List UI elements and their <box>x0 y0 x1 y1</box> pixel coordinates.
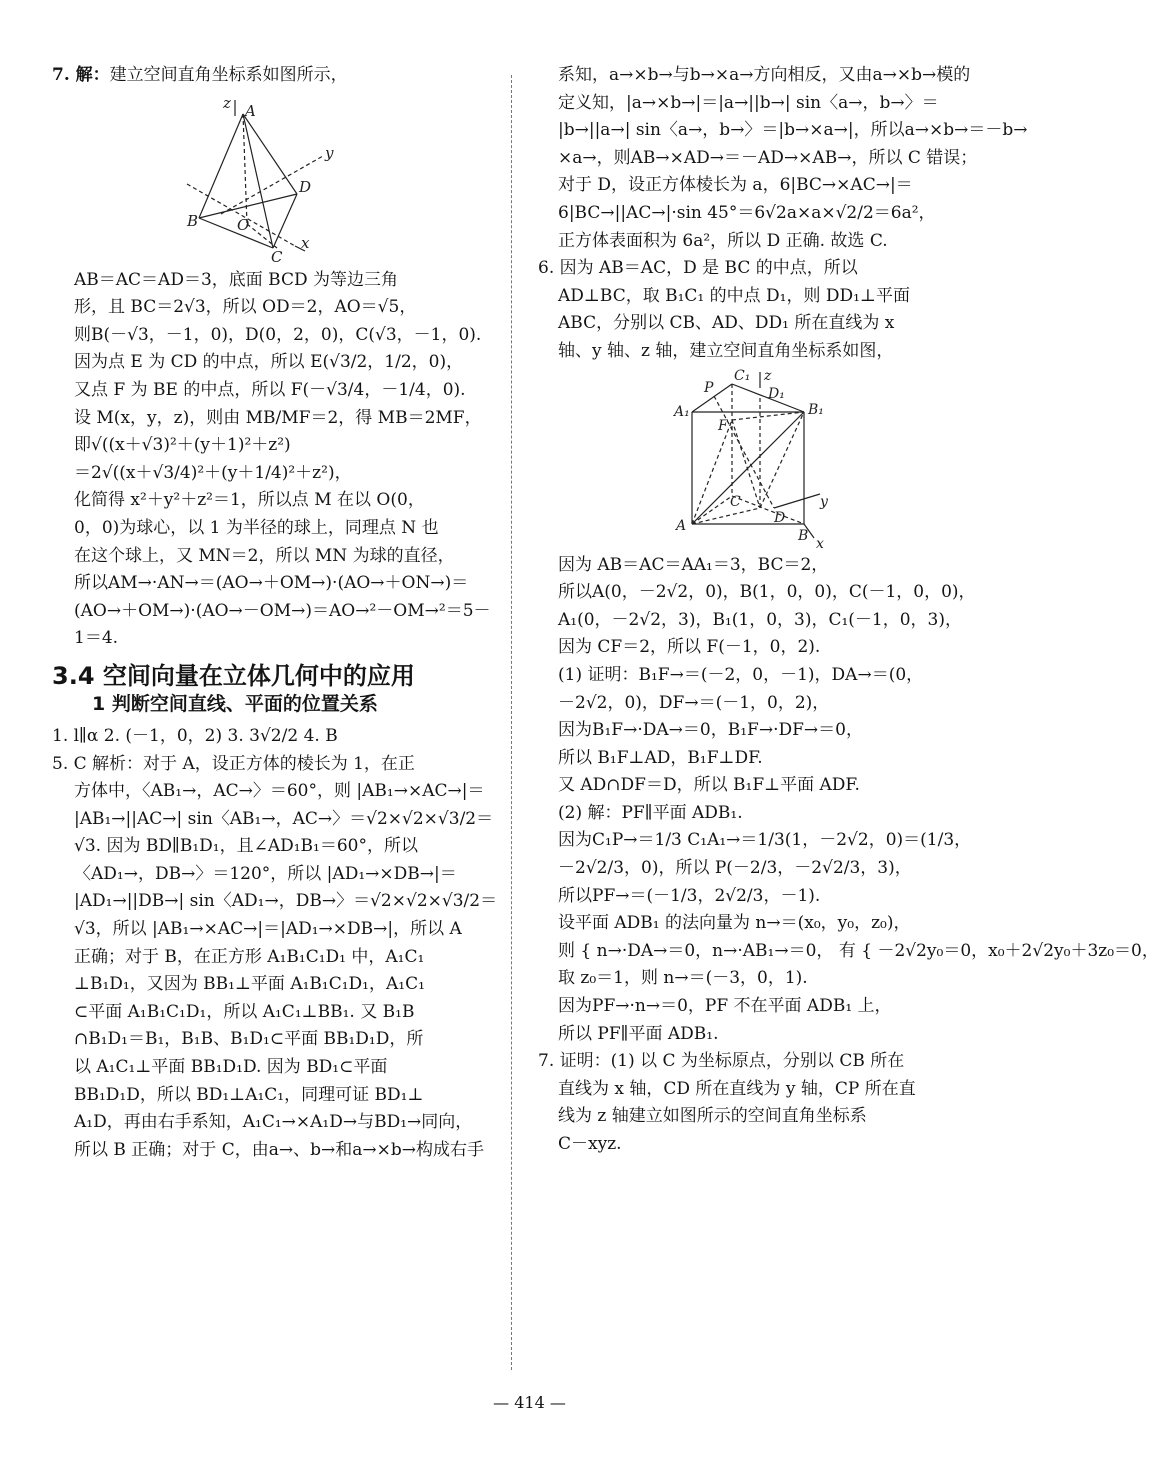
text-line: 轴、y 轴、z 轴，建立空间直角坐标系如图， <box>558 340 894 361</box>
text-line: C－xyz. <box>558 1134 622 1154</box>
fig1-label: x <box>301 233 310 252</box>
column-divider <box>511 75 512 1370</box>
text-line: 所以A(0，－2√2，0)，B(1，0，0)，C(－1，0，0)， <box>558 582 976 603</box>
problem-6-solution <box>538 552 1159 1049</box>
text-line: (2) 解：PF∥平面 ADB₁. <box>558 802 743 823</box>
text-line: ABC，分别以 CB、AD、DD₁ 所在直线为 x <box>558 313 895 334</box>
fig1-label: C <box>271 247 283 266</box>
text-line: 0，0)为球心，以 1 为半径的球上，同理点 N 也 <box>74 517 439 538</box>
text-line: 所以AM→·AN→＝(AO→＋OM→)·(AO→＋ON→)＝ <box>74 573 469 594</box>
fig1-label: A <box>245 101 256 120</box>
text-line: |b→||a→| sin〈a→，b→〉＝|b→×a→|，所以a→×b→＝－b→ <box>558 120 1028 141</box>
text-line: 直线为 x 轴，CD 所在直线为 y 轴，CP 所在直 <box>558 1078 916 1099</box>
text-line: 又 AD∩DF＝D，所以 B₁F⊥平面 ADF. <box>558 775 860 796</box>
prism-figure <box>674 368 834 550</box>
fig2-label: F <box>718 417 728 434</box>
fig2-label: A <box>676 517 687 534</box>
text-line: 形，且 BC＝2√3，所以 OD＝2，AO＝√5， <box>74 297 417 318</box>
text-line: 1＝4. <box>74 628 119 649</box>
fig2-label: C <box>730 493 741 510</box>
fig2-label: P <box>704 379 714 396</box>
tetrahedron-figure <box>187 93 347 266</box>
fig2-label: z <box>764 367 772 384</box>
text-line: 化简得 x²＋y²＋z²＝1，所以点 M 在以 O(0， <box>74 490 425 511</box>
text-line: AB＝AC＝AD＝3，底面 BCD 为等边三角 <box>74 269 399 290</box>
section-subtitle: 1 判断空间直线、平面的位置关系 <box>92 692 378 715</box>
text-line: |AD₁→||DB→| sin〈AD₁→，DB→〉＝√2×√2×√3/2＝ <box>74 891 498 912</box>
text-line: 所以 B 正确；对于 C，由a→、b→和a→×b→构成右手 <box>74 1139 484 1160</box>
text-line: 取 z₀＝1，则 n→＝(－3，0，1). <box>558 968 808 989</box>
fig2-label: C₁ <box>734 367 751 384</box>
fig2-label: A₁ <box>674 403 690 420</box>
fig1-label: B <box>187 211 199 230</box>
problem-5-continued <box>538 62 1028 255</box>
text-line: (AO→＋OM→)·(AO→－OM→)＝AO→²－OM→²＝5－ <box>74 600 491 621</box>
text-line: 6. 因为 AB＝AC，D 是 BC 的中点，所以 <box>538 258 858 279</box>
left-column <box>52 62 498 1164</box>
text-line: 方体中，〈AB₁→，AC→〉＝60°，则 |AB₁→×AC→|＝ <box>74 781 485 802</box>
fig2-label: B₁ <box>808 401 824 418</box>
problem-6-body <box>538 255 970 365</box>
text-line: 正确；对于 B，在正方形 A₁B₁C₁D₁ 中，A₁C₁ <box>74 946 425 967</box>
text-line: 正方体表面积为 6a²，所以 D 正确. 故选 C. <box>558 230 888 251</box>
text-line: 即√((x＋√3)²＋(y＋1)²＋z²) <box>74 435 291 456</box>
text-line: AD⊥BC，取 B₁C₁ 的中点 D₁，则 DD₁⊥平面 <box>558 285 910 306</box>
text-line: 线为 z 轴建立如图所示的空间直角坐标系 <box>558 1106 867 1127</box>
text-line: 5. C 解析：对于 A，设正方体的棱长为 1，在正 <box>52 753 415 774</box>
text-line: 以 A₁C₁⊥平面 BB₁D₁D. 因为 BD₁⊂平面 <box>74 1057 388 1078</box>
text-line: 因为 CF＝2，所以 F(－1，0，2). <box>558 637 821 658</box>
text-line: 又点 F 为 BE 的中点，所以 F(－√3/4，－1/4，0). <box>74 379 466 400</box>
text-line: √3. 因为 BD∥B₁D₁，且∠AD₁B₁＝60°，所以 <box>74 836 418 857</box>
problem-7b-body <box>538 1048 970 1158</box>
text-line: BB₁D₁D，所以 BD₁⊥A₁C₁，同理可证 BD₁⊥ <box>74 1084 424 1105</box>
text-line: 则 { n→·DA→＝0，n→·AB₁→＝0， 有 { －2√2y₀＝0，x₀＋2√2y₀＋3z₀＝0， <box>558 940 1159 961</box>
text-line: ⊂平面 A₁B₁C₁D₁，所以 A₁C₁⊥BB₁. 又 B₁B <box>74 1001 415 1022</box>
fig1-label: D <box>299 177 312 196</box>
text-line: 所以 B₁F⊥AD，B₁F⊥DF. <box>558 747 763 768</box>
text-line: |AB₁→||AC→| sin〈AB₁→，AC→〉＝√2×√2×√3/2＝ <box>74 808 494 829</box>
fig2-label: y <box>820 493 828 510</box>
problem-5-body <box>52 751 498 1165</box>
text-line: 定义知，|a→×b→|＝|a→||b→| sin〈a→，b→〉＝ <box>558 92 939 113</box>
right-column <box>538 62 1159 1159</box>
text-line: 设平面 ADB₁ 的法向量为 n→＝(x₀，y₀，z₀)， <box>558 913 911 934</box>
text-line: 因为B₁F→·DA→＝0，B₁F→·DF→＝0， <box>558 720 863 741</box>
fig2-label: x <box>816 535 824 552</box>
text-line: √3，所以 |AB₁→×AC→|＝|AD₁→×DB→|，所以 A <box>74 919 462 940</box>
text-line: 所以 PF∥平面 ADB₁. <box>558 1023 719 1044</box>
text-line: 所以PF→＝(－1/3，2√2/3，－1). <box>558 885 821 906</box>
fig2-label: D₁ <box>768 385 785 402</box>
text-line: 对于 D，设正方体棱长为 a，6|BC→×AC→|＝ <box>558 175 913 196</box>
fig1-label: z <box>223 93 231 112</box>
text-line: 因为点 E 为 CD 的中点，所以 E(√3/2，1/2，0)， <box>74 352 464 373</box>
fig1-label: O <box>237 215 250 234</box>
fig2-label: D <box>774 509 786 526</box>
fig2-label: B <box>798 527 809 544</box>
text-line: 在这个球上，又 MN＝2，所以 MN 为球的直径， <box>74 545 455 566</box>
short-answers: 1. l∥α 2. (－1，0，2) 3. 3√2/2 4. B <box>52 725 338 746</box>
text-line: 因为C₁P→＝1/3 C₁A₁→＝1/3(1，－2√2，0)＝(1/3， <box>558 830 972 851</box>
text-line: 系知，a→×b→与b→×a→方向相反，又由a→×b→模的 <box>558 65 971 85</box>
section-title: 3.4 空间向量在立体几何中的应用 <box>52 661 415 690</box>
problem-text: 建立空间直角坐标系如图所示， <box>109 65 348 85</box>
text-line: (1) 证明：B₁F→＝(－2，0，－1)，DA→＝(0， <box>558 664 924 685</box>
text-line: 则B(－√3，－1，0)，D(0，2，0)，C(√3，－1，0). <box>74 324 482 345</box>
text-line: 6|BC→||AC→|·sin 45°＝6√2a×a×√2/2＝6a²， <box>558 202 936 223</box>
text-line: 7. 证明：(1) 以 C 为坐标原点，分别以 CB 所在 <box>538 1051 905 1072</box>
text-line: A₁(0，－2√2，3)，B₁(1，0，3)，C₁(－1，0，3)， <box>558 609 963 630</box>
problem-7-body <box>52 267 491 653</box>
text-line: 设 M(x，y，z)，则由 MB/MF＝2，得 MB＝2MF， <box>74 407 482 428</box>
text-line: 〈AD₁→，DB→〉＝120°，所以 |AD₁→×DB→|＝ <box>74 863 457 884</box>
fig1-label: y <box>325 143 334 162</box>
text-line: ⊥B₁D₁，又因为 BB₁⊥平面 A₁B₁C₁D₁，A₁C₁ <box>74 974 425 995</box>
page-number: — 414 — <box>493 1393 566 1412</box>
text-line: A₁D，再由右手系知，A₁C₁→×A₁D→与BD₁→同向， <box>74 1112 473 1133</box>
text-line: －2√2/3，0)，所以 P(－2/3，－2√2/3，3)， <box>558 858 912 879</box>
problem-number: 7. 解： <box>52 65 110 85</box>
text-line: ＝2√((x＋√3/4)²＋(y＋1/4)²＋z²)， <box>74 462 352 483</box>
text-line: －2√2，0)，DF→＝(－1，0，2)， <box>558 692 830 713</box>
problem-7-heading <box>52 62 482 90</box>
text-line: 因为PF→·n→＝0，PF 不在平面 ADB₁ 上， <box>558 996 892 1017</box>
text-line: ×a→，则AB→×AD→＝－AD→×AB→，所以 C 错误； <box>558 147 978 168</box>
text-line: ∩B₁D₁＝B₁，B₁B、B₁D₁⊂平面 BB₁D₁D，所 <box>74 1029 424 1050</box>
text-line: 因为 AB＝AC＝AA₁＝3，BC＝2， <box>558 554 829 575</box>
